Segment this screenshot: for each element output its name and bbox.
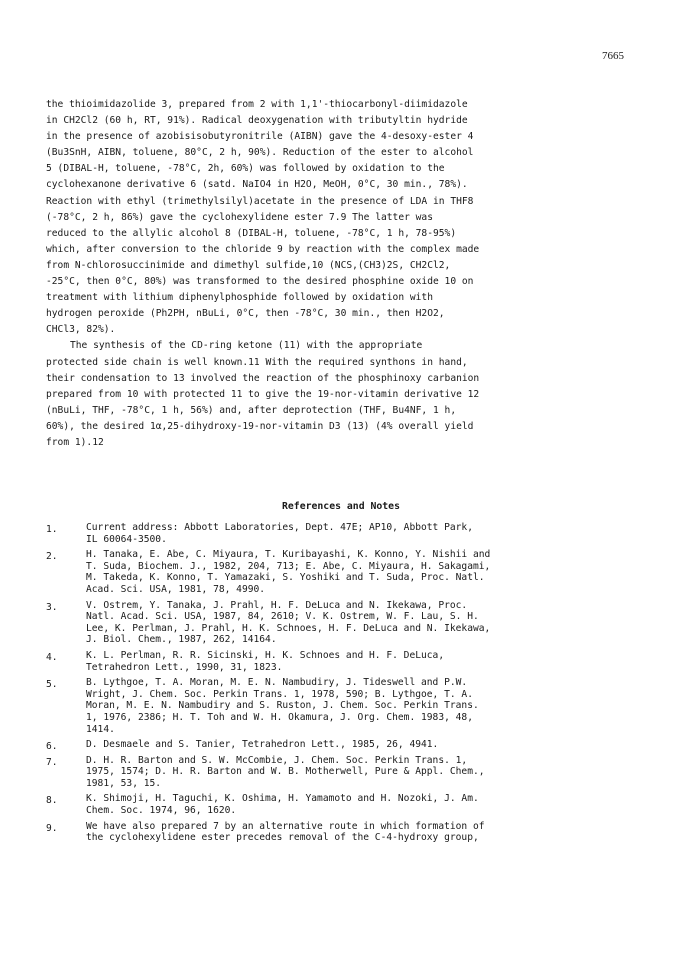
reference-number: 8.	[46, 795, 58, 807]
text-line: which, after conversion to the chloride 9 by reaction with the complex made	[46, 243, 480, 255]
text-line: Reaction with ethyl (trimethylsilyl)acetate in the presence of LDA in THF8	[46, 195, 474, 207]
reference-number: 9.	[46, 822, 58, 834]
reference-line: K. Shimoji, H. Taguchi, K. Oshima, H. Yamamoto and H. Nozoki, J. Am.	[86, 793, 479, 805]
reference-item	[46, 600, 636, 646]
text-line: in the presence of azobisisobutyronitrile (AIBN) gave the 4-desoxy-ester 4	[46, 131, 474, 143]
reference-line: 1981, 53, 15.	[86, 777, 162, 789]
text-line: protected side chain is well known.11 With the required synthons in hand,	[46, 356, 468, 368]
text-line: prepared from 10 with protected 11 to give the 19-nor-vitamin derivative 12	[46, 388, 480, 400]
text-line: (nBuLi, THF, -78°C, 1 h, 56%) and, after deprotection (THF, Bu4NF, 1 h,	[46, 404, 457, 416]
reference-line: IL 60064-3500.	[86, 533, 167, 545]
reference-number: 1.	[46, 524, 58, 535]
text-line: the thioimidazolide 3, prepared from 2 with 1,1'-thiocarbonyl-diimidazole	[46, 99, 468, 110]
reference-number: 7.	[46, 756, 58, 768]
text-line: treatment with lithium diphenylphosphide followed by oxidation with	[46, 292, 433, 304]
reference-line: Wright, J. Chem. Soc. Perkin Trans. 1, 1978, 590; B. Lythgoe, T. A.	[86, 688, 473, 700]
text-line: 5 (DIBAL-H, toluene, -78°C, 2h, 60%) was followed by oxidation to the	[46, 163, 445, 175]
reference-number: 6.	[46, 741, 58, 753]
reference-line: Chem. Soc. 1974, 96, 1620.	[86, 805, 237, 817]
reference-line: Current address: Abbott Laboratories, Dept. 47E; AP10, Abbott Park,	[86, 522, 473, 533]
text-line: cyclohexanone derivative 6 (satd. NaIO4 in H2O, MeOH, 0°C, 30 min., 78%).	[46, 179, 468, 191]
reference-line: Moran, M. E. N. Nambudiry and S. Ruston, J. Chem. Soc. Perkin Trans.	[86, 700, 479, 712]
reference-line: Lee, K. Perlman, J. Prahl, H. K. Schnoes, H. F. DeLuca and N. Ikekawa,	[86, 622, 491, 634]
reference-line: 1975, 1574; D. H. R. Barton and W. B. Motherwell, Pure & Appl. Chem.,	[86, 766, 485, 778]
reference-item	[46, 650, 636, 673]
text-line: from N-chlorosuccinimide and dimethyl sulfide,10 (NCS,(CH3)2S, CH2Cl2,	[46, 259, 451, 271]
reference-line: M. Takeda, K. Konno, T. Yamazaki, S. Yoshiki and T. Suda, Proc. Natl.	[86, 572, 485, 584]
reference-line: 1, 1976, 2386; H. T. Toh and W. H. Okamura, J. Org. Chem. 1983, 48,	[86, 711, 473, 723]
text-line: their condensation to 13 involved the reaction of the phosphinoxy carbanion	[46, 372, 480, 384]
references-list	[46, 522, 636, 848]
reference-line: V. Ostrem, Y. Tanaka, J. Prahl, H. F. DeLuca and N. Ikekawa, Proc.	[86, 599, 468, 611]
text-line: from 1).12	[46, 436, 104, 448]
references-heading: References and Notes	[282, 501, 400, 512]
reference-line: 1414.	[86, 723, 115, 735]
text-line: hydrogen peroxide (Ph2PH, nBuLi, 0°C, then -78°C, 30 min., then H2O2,	[46, 308, 445, 320]
reference-line: D. Desmaele and S. Tanier, Tetrahedron Lett., 1985, 26, 4941.	[86, 739, 439, 751]
text-line: The synthesis of the CD-ring ketone (11) with the appropriate	[70, 340, 423, 352]
text-line: -25°C, then 0°C, 80%) was transformed to the desired phosphine oxide 10 on	[46, 276, 474, 288]
reference-number: 3.	[46, 601, 58, 613]
reference-line: T. Suda, Biochem. J., 1982, 204, 713; E. Abe, C. Miyaura, H. Sakagami,	[86, 560, 491, 572]
reference-line: K. L. Perlman, R. R. Sicinski, H. K. Schnoes and H. F. DeLuca,	[86, 649, 445, 661]
paragraph-synthesis-steps	[46, 97, 636, 338]
reference-item	[46, 793, 636, 816]
reference-line: B. Lythgoe, T. A. Moran, M. E. N. Nambudiry, J. Tideswell and P.W.	[86, 677, 468, 689]
reference-number: 2.	[46, 551, 58, 563]
text-line: (-78°C, 2 h, 86%) gave the cyclohexylidene ester 7.9 The latter was	[46, 211, 433, 223]
text-line: in CH2Cl2 (60 h, RT, 91%). Radical deoxygenation with tributyltin hydride	[46, 115, 468, 127]
reference-line: Acad. Sci. USA, 1981, 78, 4990.	[86, 583, 266, 595]
reference-line: J. Biol. Chem., 1987, 262, 14164.	[86, 634, 277, 646]
reference-number: 5.	[46, 679, 58, 691]
reference-item	[46, 755, 636, 790]
reference-line: the cyclohexylidene ester precedes removal of the C-4-hydroxy group,	[86, 832, 479, 844]
reference-item	[46, 522, 636, 545]
text-line: reduced to the allylic alcohol 8 (DIBAL-H, toluene, -78°C, 1 h, 78-95%)	[46, 227, 457, 239]
text-line: (Bu3SnH, AIBN, toluene, 80°C, 2 h, 90%). Reduction of the ester to alcohol	[46, 147, 474, 159]
reference-item	[46, 739, 636, 751]
text-line: CHCl3, 82%).	[46, 324, 116, 336]
reference-line: We have also prepared 7 by an alternative route in which formation of	[86, 820, 485, 832]
reference-number: 4.	[46, 651, 58, 663]
reference-line: D. H. R. Barton and S. W. McCombie, J. Chem. Soc. Perkin Trans. 1,	[86, 754, 468, 766]
reference-item	[46, 549, 636, 595]
page-number: 7665	[602, 50, 624, 62]
paragraph-cd-ring	[46, 338, 636, 451]
article-body	[46, 97, 636, 844]
reference-line: Tetrahedron Lett., 1990, 31, 1823.	[86, 661, 283, 673]
reference-item	[46, 677, 636, 735]
reference-item	[46, 821, 636, 844]
reference-line: H. Tanaka, E. Abe, C. Miyaura, T. Kuribayashi, K. Konno, Y. Nishii and	[86, 549, 491, 561]
reference-line: Natl. Acad. Sci. USA, 1987, 84, 2610; V. K. Ostrem, W. F. Lau, S. H.	[86, 611, 479, 623]
text-line: 60%), the desired 1α,25-dihydroxy-19-nor-vitamin D3 (13) (4% overall yield	[46, 420, 474, 432]
